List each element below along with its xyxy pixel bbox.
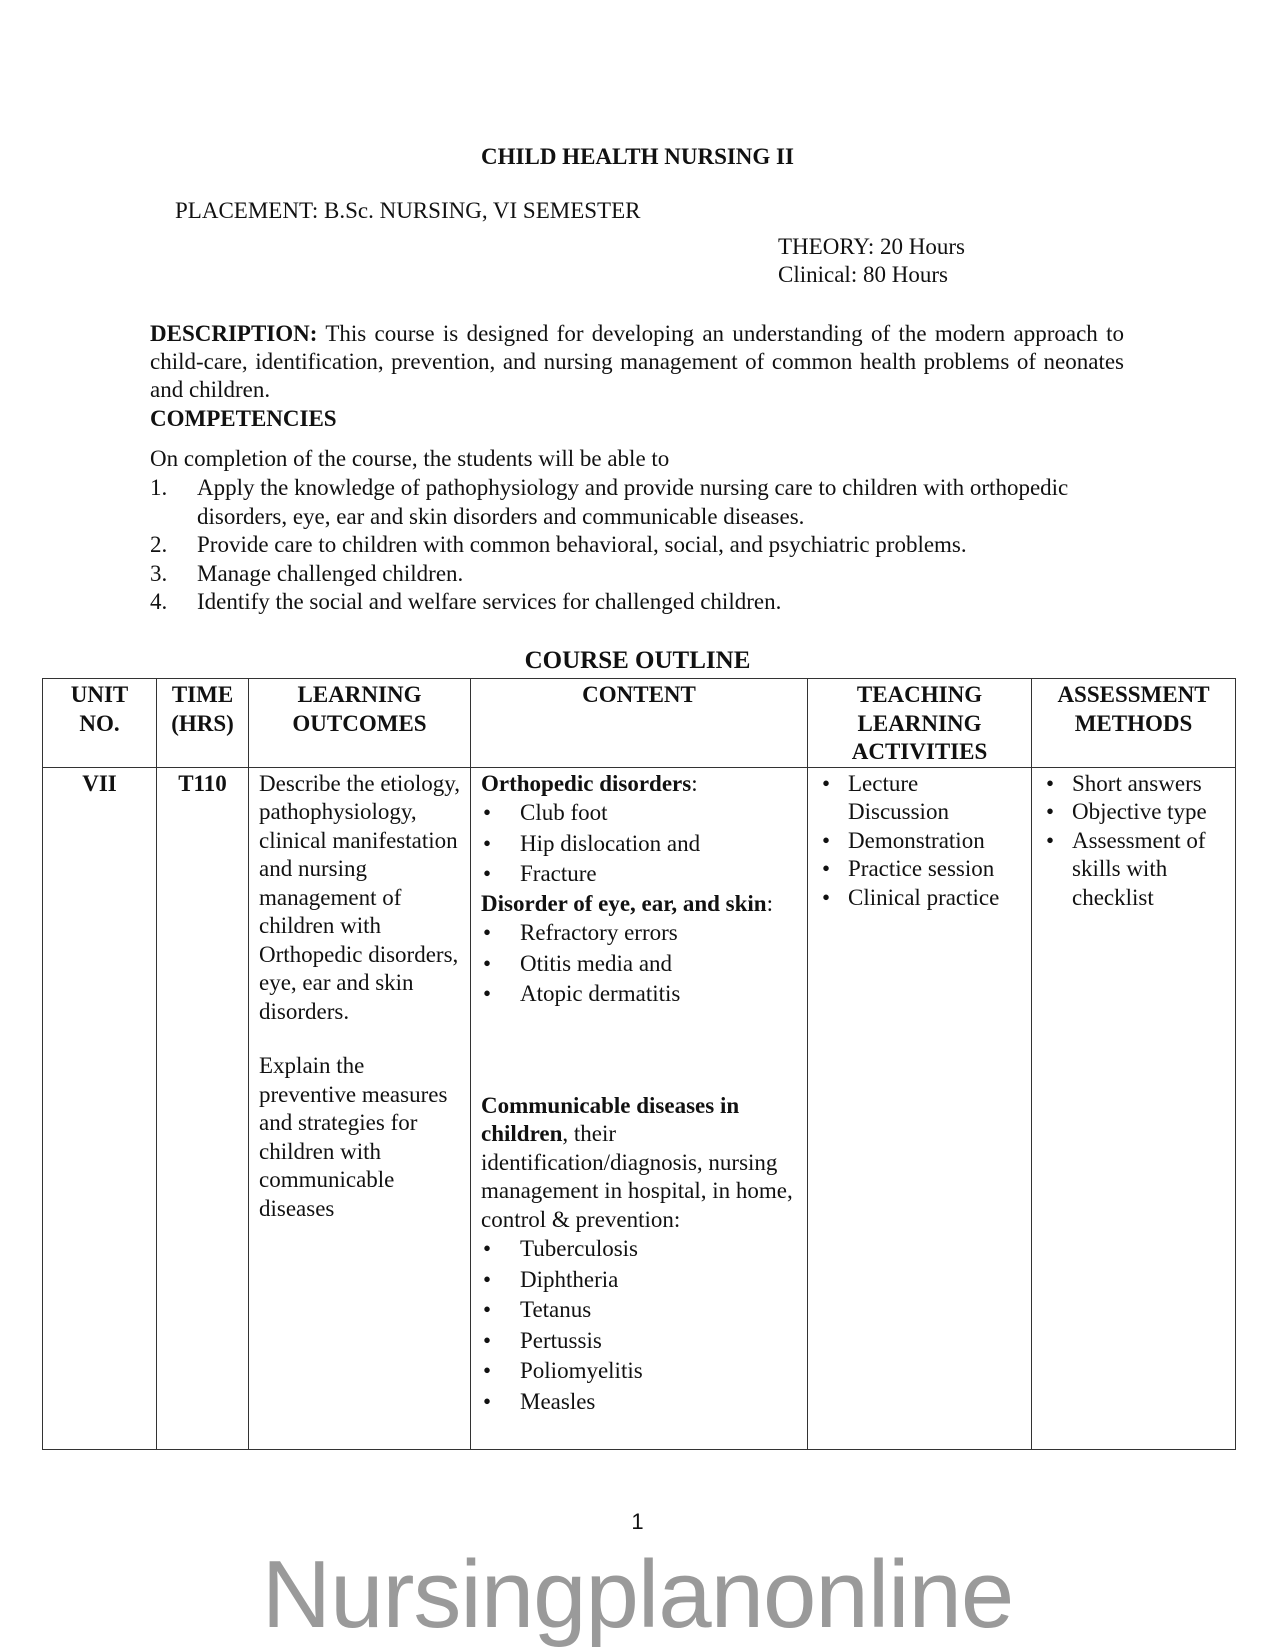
bullet-icon: • [483,1327,492,1353]
list-item: • Tuberculosis [481,1234,797,1265]
list-item: • Atopic dermatitis [481,979,797,1010]
list-item: 1. Apply the knowledge of pathophysiology and provide nursing care to children with orthopedic disorders, eye, ear and skin disorders and communicable diseases. [150,475,1069,529]
bullet-icon: • [483,800,492,825]
description-text: This course is designed for developing an understanding of the modern approach to child-care, identification, prevention, and nursing management of common health problems of neonates and children. [150,321,1124,402]
list-item: • Otitis media and [481,949,797,980]
bullet-icon: • [483,861,492,886]
cell-content: Orthopedic disorders: • Club foot • Hip dislocation and • Fracture Disorder of eye, ear, and skin: • Refractory errors • Otitis media and • Atopic dermatitis Communicable diseases in children, their identification/diagnosis, nursing management in hospital, in home, control & prevention: • Tuberculosis • Diphtheria • Tetanus • Pertussis • Poliomyelitis • Measles [471,767,808,1450]
list-item: • Measles [481,1387,797,1418]
bullet-icon: • [483,1266,492,1292]
table-header-row [43,679,1236,768]
bullet-icon: • [822,884,831,910]
header-outcomes: LEARNING OUTCOMES [249,679,471,768]
outcome-1: Describe the etiology, pathophysiology, clinical manifestation and nursing management of children with Orthopedic disorders, eye, ear and skin disorders. [259,770,460,1024]
course-outline-table [42,678,1236,1450]
list-item: • Short answers [1042,770,1225,799]
list-item: • Lecture Discussion [818,770,1021,827]
list-item: • Demonstration [818,827,1021,856]
list-item: 4. Identify the social and welfare services for challenged children. [150,589,782,614]
content-communicable-intro: Communicable diseases in children, their identification/diagnosis, nursing management in hospital, in home, control & prevention: [481,1092,793,1232]
bullet-icon: • [483,830,492,856]
list-item: • Pertussis [481,1326,797,1357]
theory-hours: THEORY: 20 Hours [778,234,965,259]
list-item: • Practice session [818,855,1021,884]
bullet-icon: • [483,1236,492,1261]
list-item: • Fracture [481,859,797,890]
description-label: DESCRIPTION: [150,321,318,346]
list-item: • Hip dislocation and [481,829,797,860]
list-item: 2. Provide care to children with common behavioral, social, and psychiatric problems. [150,532,967,557]
placement-line: PLACEMENT: B.Sc. NURSING, VI SEMESTER [175,198,641,223]
competencies-list [150,474,1080,617]
outcome-2: Explain the preventive measures and strategies for children with communicable diseases [259,1053,448,1221]
bullet-icon: • [1046,799,1055,824]
bullet-icon: • [1046,770,1055,796]
cell-time: T110 [157,767,249,1450]
header-time: TIME (HRS) [157,679,249,768]
clinical-hours: Clinical: 80 Hours [778,262,948,287]
table-row [43,767,1236,1450]
content-eye-ear-skin-title: Disorder of eye, ear, and skin [481,890,767,916]
list-item: • Clinical practice [818,884,1021,913]
bullet-icon: • [483,1388,492,1414]
bullet-icon: • [822,856,831,881]
orthopedic-list [481,798,797,890]
bullet-icon: • [483,1297,492,1322]
bullet-icon: • [483,950,492,976]
list-item: • Tetanus [481,1295,797,1326]
watermark: Nursingplanonline [261,1541,1014,1648]
list-item: 3. Manage challenged children. [150,560,464,586]
hours-block [778,233,965,289]
header-content: CONTENT [471,679,808,768]
course-outline-title: COURSE OUTLINE [524,647,751,674]
cell-unit: VII [43,767,157,1450]
bullet-icon: • [1046,827,1055,853]
bullet-icon: • [483,981,492,1006]
list-item: • Assessment of skills with checklist [1042,827,1225,913]
bullet-icon: • [822,827,831,853]
bullet-icon: • [483,1358,492,1383]
document-title: CHILD HEALTH NURSING II [481,144,794,169]
eye-ear-skin-list [481,918,797,1010]
competencies-heading: COMPETENCIES [150,406,337,431]
activities-list [818,770,1021,913]
list-item: • Poliomyelitis [481,1356,797,1387]
cell-activities [808,767,1032,1450]
content-orthopedic-title: Orthopedic disorders [481,770,692,796]
bullet-icon: • [483,920,492,945]
list-item: • Refractory errors [481,918,797,949]
page-number: 1 [631,1509,644,1534]
description [150,320,1124,404]
list-item: • Diphtheria [481,1265,797,1296]
header-unit: UNIT NO. [43,679,157,768]
communicable-list [481,1234,797,1417]
cell-outcomes [249,767,471,1450]
list-item: • Objective type [1042,798,1225,827]
bullet-icon: • [822,770,831,796]
header-assessment: ASSESSMENT METHODS [1032,679,1236,768]
assessment-list [1042,770,1225,913]
competencies-intro: On completion of the course, the students will be able to [150,446,670,471]
cell-assessment [1032,767,1236,1450]
header-activities: TEACHING LEARNING ACTIVITIES [808,679,1032,768]
list-item: • Club foot [481,798,797,829]
